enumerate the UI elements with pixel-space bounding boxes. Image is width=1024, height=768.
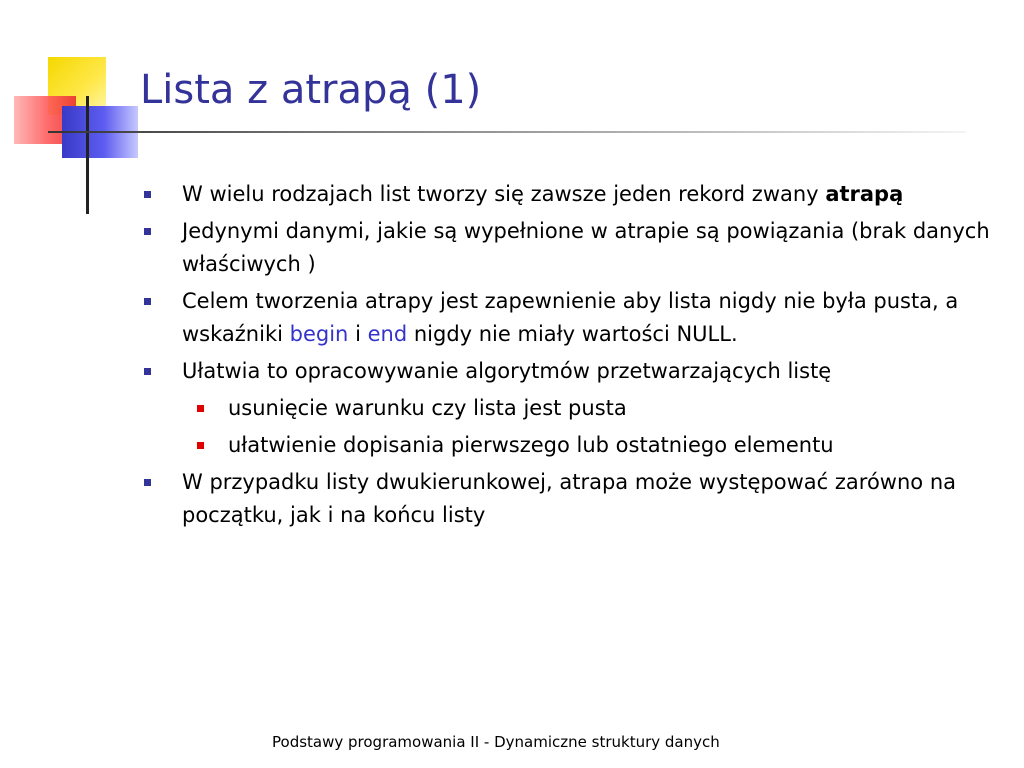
bullet-square-icon [144,228,151,235]
title-underline [48,131,966,133]
bullet-text: nigdy nie miały wartości NULL. [413,322,738,346]
bullet-square-icon [144,479,151,486]
keyword-end: end [367,322,408,346]
bullet-text: W wielu rodzajach list tworzy się zawsze jeden rekord zwany [182,182,819,206]
slide-footer: Podstawy programowania II - Dynamiczne struktury danych [272,733,720,751]
sub-bullet-text: usunięcie warunku czy lista jest pusta [228,396,627,420]
bullet-bold-term: atrapą [825,182,904,206]
bullet-square-icon [144,368,151,375]
sub-bullet-item [142,429,1002,462]
decor-vertical-line [86,96,89,214]
bullet-square-icon [144,191,151,198]
bullet-item [142,285,1002,351]
keyword-begin: begin [289,322,349,346]
bullet-text: i [355,322,361,346]
bullet-item [142,178,1002,211]
bullet-item [142,355,1002,388]
bullet-text: Jedynymi danymi, jakie są wypełnione w atrapie są powiązania (brak danych właściwych ) [182,219,990,276]
sub-bullet-item [142,392,1002,425]
slide-title: Lista z atrapą (1) [140,67,482,113]
bullet-text: Celem tworzenia atrapy jest zapewnienie aby lista nigdy nie była pusta, a wskaźniki [182,289,959,346]
bullet-item [142,215,1002,281]
bullet-text: Ułatwia to opracowywanie algorytmów przetwarzających listę [182,359,832,383]
bullet-item [142,466,1002,532]
sub-bullet-text: ułatwienie dopisania pierwszego lub ostatniego elementu [228,433,834,457]
sub-bullet-square-icon [197,442,204,449]
bullet-square-icon [144,298,151,305]
bullet-text: W przypadku listy dwukierunkowej, atrapa może występować zarówno na początku, jak i na końcu listy [182,470,956,527]
bullet-list [142,178,1002,536]
sub-bullet-square-icon [197,405,204,412]
